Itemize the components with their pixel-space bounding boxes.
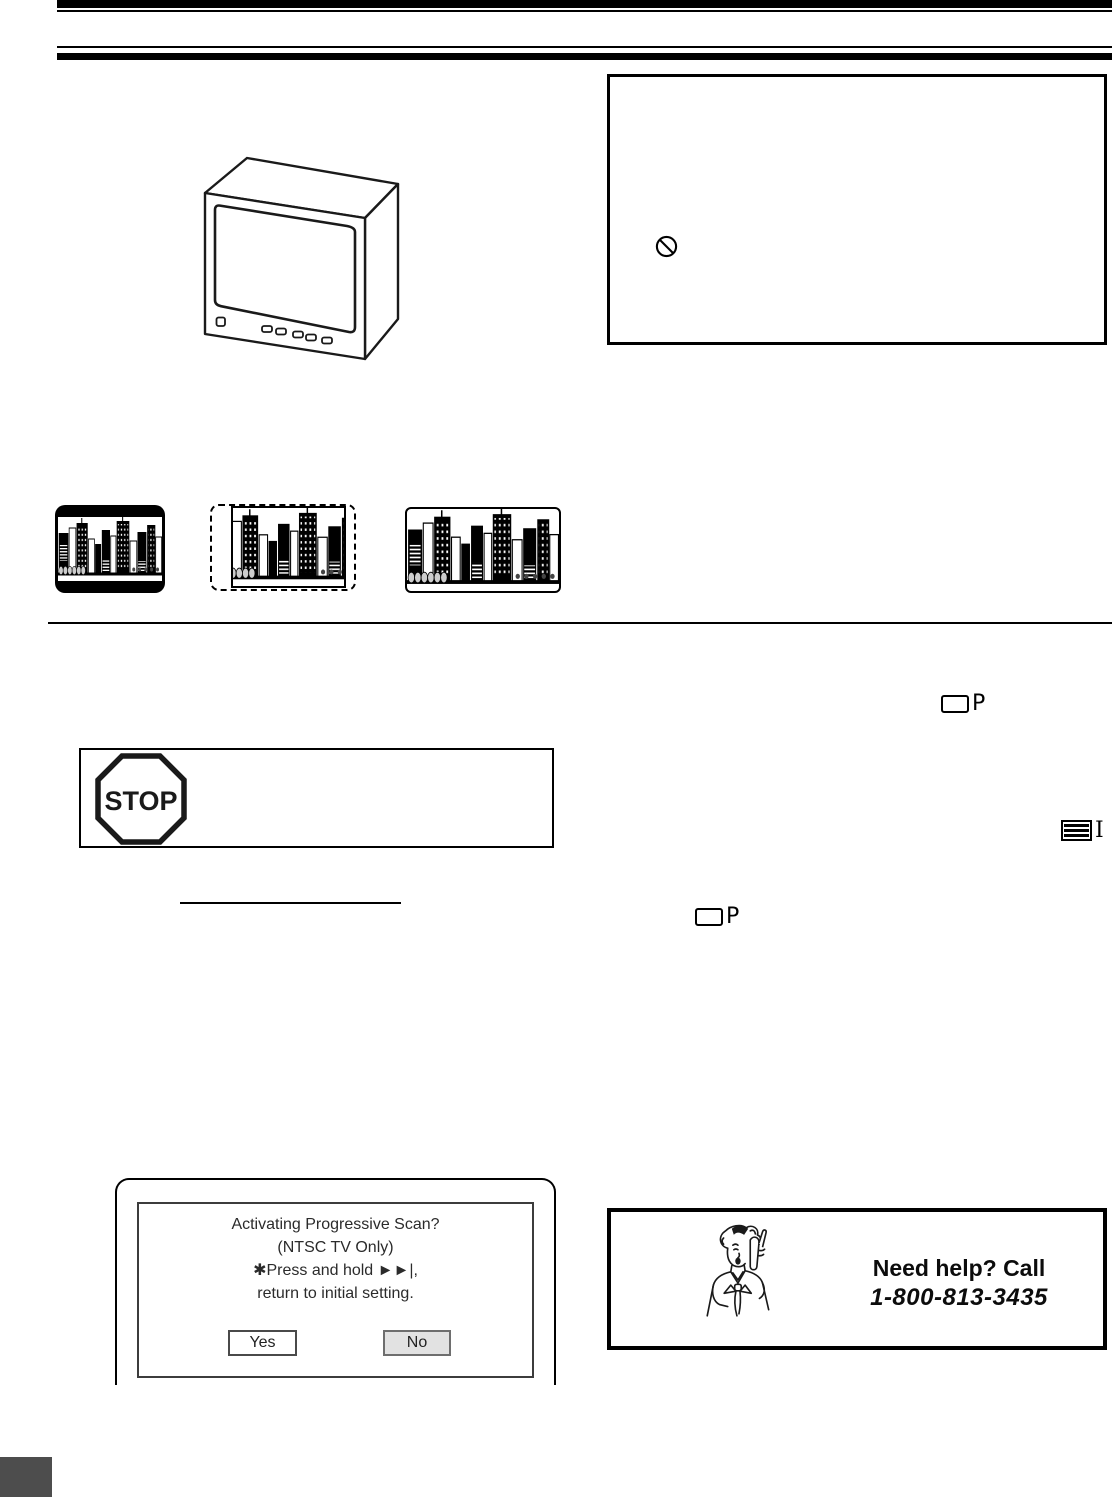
section-divider-rule xyxy=(48,622,1112,624)
stop-sign-icon xyxy=(95,753,187,845)
header-rule-thin xyxy=(57,10,1112,12)
progressive-output-icon-2 xyxy=(695,904,740,929)
dialog-message xyxy=(139,1213,532,1305)
header-rule-thin-2 xyxy=(57,46,1112,48)
help-text xyxy=(809,1254,1109,1313)
need-help-box xyxy=(607,1208,1107,1350)
screen-sample-panscan-image xyxy=(210,504,356,591)
progressive-scan-dialog xyxy=(137,1202,534,1378)
dialog-line-3: ✱Press and hold ►►|, xyxy=(253,1262,418,1279)
screen-sample-letterbox-image xyxy=(55,505,165,593)
tv-screen-outline xyxy=(115,1178,556,1385)
interlace-output-icon xyxy=(1061,820,1104,841)
dialog-line-1: Activating Progressive Scan? xyxy=(231,1216,440,1233)
progressive-box-glyph xyxy=(941,695,969,713)
heading-underline xyxy=(180,902,401,904)
stop-sign-label: STOP xyxy=(104,786,178,816)
progressive-output-icon xyxy=(941,691,986,716)
tv-illustration xyxy=(200,150,405,370)
screen-sample-fullframe-image xyxy=(405,507,561,593)
yes-button[interactable]: Yes xyxy=(228,1330,297,1356)
city-skyline-image xyxy=(58,517,162,581)
city-skyline-image xyxy=(233,508,344,586)
header-rule-thick xyxy=(57,0,1112,8)
panscan-picture-area xyxy=(231,506,346,588)
help-heading: Need help? Call xyxy=(872,1255,1046,1281)
no-button[interactable]: No xyxy=(383,1330,451,1356)
progressive-icon-label: P xyxy=(972,691,986,716)
phone-operator-illustration xyxy=(697,1220,783,1342)
caution-note-box xyxy=(607,74,1107,345)
letterbox-picture-area xyxy=(58,517,162,581)
stop-warning-box xyxy=(79,748,554,848)
progressive-box-glyph xyxy=(695,908,723,926)
page-number-tab xyxy=(0,1457,52,1497)
city-skyline-image xyxy=(407,509,559,591)
dialog-line-2: (NTSC TV Only) xyxy=(277,1239,394,1256)
header-rule-thick-2 xyxy=(57,53,1112,60)
prohibition-icon xyxy=(655,235,678,258)
help-phone-number: 1-800-813-3435 xyxy=(870,1284,1048,1311)
interlace-box-glyph xyxy=(1061,820,1092,841)
dialog-line-4: return to initial setting. xyxy=(257,1285,414,1302)
interlace-icon-label: I xyxy=(1095,818,1104,843)
progressive-icon-label: P xyxy=(726,904,740,929)
